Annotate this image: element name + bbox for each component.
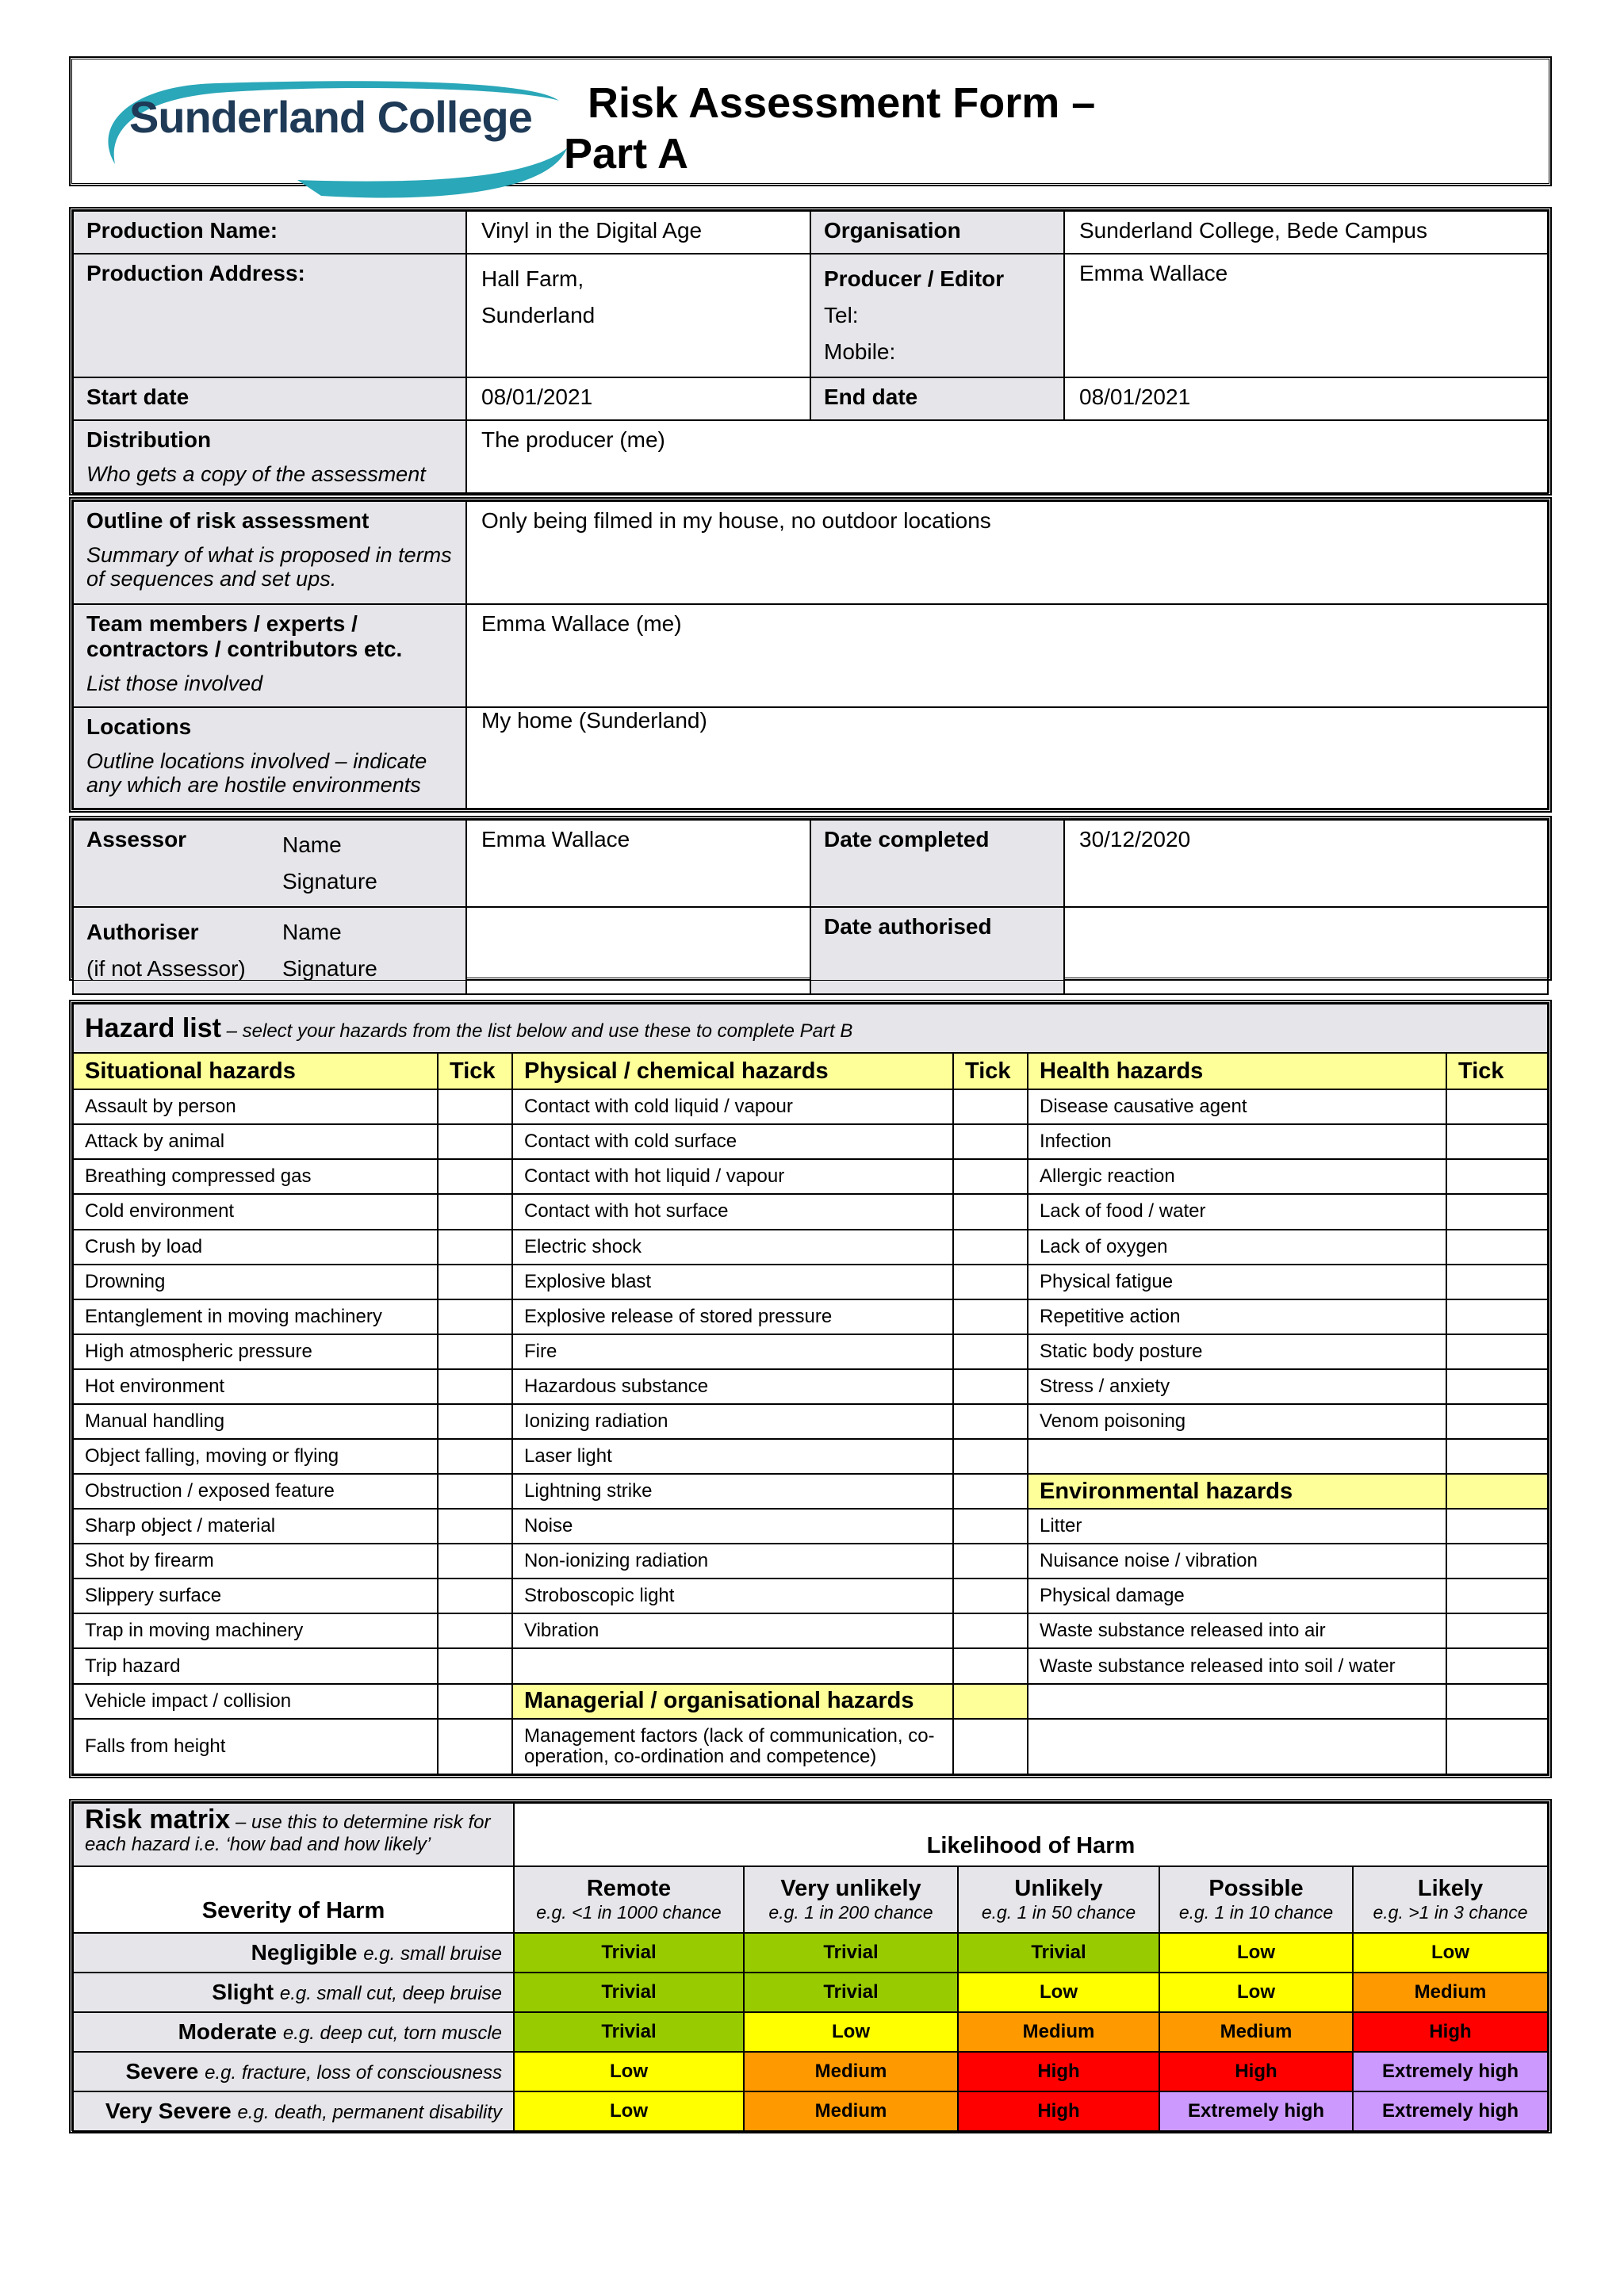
likelihood-example: e.g. >1 in 3 chance: [1373, 1902, 1528, 1923]
tick-header: Tick: [438, 1053, 512, 1089]
severity-name: Negligible: [251, 1940, 364, 1965]
hazard-list-title: Hazard list: [85, 1012, 221, 1043]
situational-tick-box[interactable]: [438, 1648, 512, 1683]
health-hazard-item: Allergic reaction: [1028, 1159, 1446, 1194]
start-date-value: 08/01/2021: [466, 377, 810, 420]
physical-tick-box[interactable]: [953, 1578, 1028, 1613]
situational-hazard-item: High atmospheric pressure: [73, 1334, 438, 1369]
health-hazard-item: Physical fatigue: [1028, 1265, 1446, 1299]
severity-name: Very Severe: [105, 2099, 238, 2123]
situational-hazard-item: Cold environment: [73, 1194, 438, 1229]
physical-hazard-item: Contact with cold surface: [512, 1124, 953, 1159]
tick-header: Tick: [953, 1053, 1028, 1089]
date-authorised-label: Date authorised: [810, 907, 1064, 994]
environmental-hazard-item: Litter: [1028, 1509, 1446, 1544]
situational-tick-box[interactable]: [438, 1299, 512, 1334]
end-date-value: 08/01/2021: [1064, 377, 1548, 420]
health-header: Health hazards: [1028, 1053, 1446, 1089]
environmental-hazard-empty: [1028, 1719, 1446, 1774]
situational-tick-box[interactable]: [438, 1159, 512, 1194]
likelihood-label: Likelihood of Harm: [514, 1803, 1548, 1866]
situational-tick-box[interactable]: [438, 1334, 512, 1369]
start-date-label: Start date: [73, 377, 466, 420]
physical-hazard-item: Fire: [512, 1334, 953, 1369]
locations-value: My home (Sunderland): [466, 707, 1548, 809]
situational-tick-box[interactable]: [438, 1439, 512, 1474]
risk-level-cell: Medium: [958, 2012, 1159, 2052]
situational-hazard-item: Shot by firearm: [73, 1544, 438, 1578]
environmental-hazard-item: Waste substance released into soil / water: [1028, 1648, 1446, 1683]
physical-tick-box[interactable]: [953, 1089, 1028, 1124]
end-date-label: End date: [810, 377, 1064, 420]
managerial-tick-header: [953, 1684, 1028, 1719]
risk-level-cell: Extremely high: [1353, 2091, 1548, 2131]
situational-hazard-item: Trip hazard: [73, 1648, 438, 1683]
severity-example: e.g. fracture, loss of consciousness: [205, 2062, 502, 2084]
health-hazard-item: Venom poisoning: [1028, 1404, 1446, 1439]
hazard-list-title-cell: [73, 1004, 1548, 1053]
severity-example: e.g. deep cut, torn muscle: [282, 2022, 502, 2044]
likelihood-example: e.g. <1 in 1000 chance: [536, 1902, 722, 1923]
physical-hazard-item: Hazardous substance: [512, 1369, 953, 1404]
likelihood-header: [1353, 1866, 1548, 1933]
situational-hazard-item: Crush by load: [73, 1230, 438, 1265]
physical-hazard-item: Stroboscopic light: [512, 1578, 953, 1613]
situational-tick-box[interactable]: [438, 1194, 512, 1229]
environmental-tick-empty: [1446, 1684, 1548, 1719]
severity-example: e.g. death, permanent disability: [237, 2102, 502, 2123]
situational-hazard-item: Trap in moving machinery: [73, 1613, 438, 1648]
production-name-value: Vinyl in the Digital Age: [466, 211, 810, 254]
physical-tick-box[interactable]: [953, 1369, 1028, 1404]
outline-label-cell: [73, 501, 466, 604]
outline-sublabel: Summary of what is proposed in terms of sequences and set ups.: [86, 543, 452, 591]
situational-header: Situational hazards: [73, 1053, 438, 1089]
physical-tick-box[interactable]: [953, 1194, 1028, 1229]
date-completed-label: Date completed: [810, 820, 1064, 907]
risk-level-cell: Trivial: [744, 1933, 958, 1973]
risk-level-cell: Extremely high: [1353, 2052, 1548, 2091]
outline-value: Only being filmed in my house, no outdoor locations: [466, 501, 1548, 604]
health-hazard-item: Repetitive action: [1028, 1299, 1446, 1334]
health-tick-box[interactable]: [1446, 1230, 1548, 1265]
authoriser-signature-label: Signature: [282, 956, 377, 981]
physical-tick-box[interactable]: [953, 1124, 1028, 1159]
hazard-list-subtitle: – select your hazards from the list below and use these to complete Part B: [226, 1020, 853, 1042]
health-hazard-item: Lack of oxygen: [1028, 1230, 1446, 1265]
authoriser-name-value: [466, 907, 810, 994]
situational-tick-box[interactable]: [438, 1089, 512, 1124]
physical-hazard-item: Noise: [512, 1509, 953, 1544]
severity-header: [73, 2052, 514, 2091]
likelihood-name: Unlikely: [1014, 1876, 1103, 1901]
environmental-hazard-item: Physical damage: [1028, 1578, 1446, 1613]
situational-hazard-item: Object falling, moving or flying: [73, 1439, 438, 1474]
risk-matrix-title-cell: [73, 1803, 514, 1866]
physical-hazard-item: Non-ionizing radiation: [512, 1544, 953, 1578]
health-hazard-empty: [1028, 1439, 1446, 1474]
severity-header: [73, 1973, 514, 2012]
health-tick-box[interactable]: [1446, 1265, 1548, 1299]
managerial-header: Managerial / organisational hazards: [512, 1684, 953, 1719]
locations-label: Locations: [86, 714, 192, 739]
likelihood-name: Very unlikely: [780, 1876, 921, 1901]
health-hazard-item: Lack of food / water: [1028, 1194, 1446, 1229]
tel-label: Tel:: [824, 303, 859, 327]
risk-level-cell: High: [1159, 2052, 1353, 2091]
situational-hazard-item: Assault by person: [73, 1089, 438, 1124]
situational-hazard-item: Drowning: [73, 1265, 438, 1299]
authoriser-label-cell: [73, 907, 270, 994]
environmental-header: Environmental hazards: [1028, 1474, 1446, 1509]
risk-level-cell: Extremely high: [1159, 2091, 1353, 2131]
hazard-list: [70, 1001, 1551, 1777]
address-line-1: Hall Farm,: [481, 266, 584, 291]
mobile-label: Mobile:: [824, 339, 896, 364]
producer-value: Emma Wallace: [1064, 254, 1548, 377]
physical-tick-box[interactable]: [953, 1230, 1028, 1265]
physical-tick-box[interactable]: [953, 1474, 1028, 1509]
health-tick-box[interactable]: [1446, 1299, 1548, 1334]
physical-hazard-item: Explosive release of stored pressure: [512, 1299, 953, 1334]
situational-hazard-item: Breathing compressed gas: [73, 1159, 438, 1194]
locations-label-cell: [73, 707, 466, 809]
organisation-label: Organisation: [810, 211, 1064, 254]
physical-hazard-item: Laser light: [512, 1439, 953, 1474]
date-authorised-value: [1064, 907, 1548, 994]
team-label: Team members / experts / contractors / contributors etc.: [86, 611, 403, 661]
tick-header: Tick: [1446, 1053, 1548, 1089]
severity-label: Severity of Harm: [73, 1866, 514, 1933]
physical-hazard-item: Contact with cold liquid / vapour: [512, 1089, 953, 1124]
environmental-hazard-empty: [1028, 1684, 1446, 1719]
physical-hazard-item: Explosive blast: [512, 1265, 953, 1299]
likelihood-header: [744, 1866, 958, 1933]
risk-level-cell: High: [958, 2052, 1159, 2091]
likelihood-name: Remote: [586, 1876, 672, 1901]
physical-hazard-item: Contact with hot surface: [512, 1194, 953, 1229]
physical-hazard-item: Vibration: [512, 1613, 953, 1648]
likelihood-example: e.g. 1 in 50 chance: [981, 1902, 1136, 1923]
risk-level-cell: Low: [744, 2012, 958, 2052]
physical-hazard-empty: [512, 1648, 953, 1683]
physical-hazard-item: Lightning strike: [512, 1474, 953, 1509]
risk-level-cell: Medium: [1159, 2012, 1353, 2052]
health-hazard-item: Infection: [1028, 1124, 1446, 1159]
producer-label: Producer / Editor: [824, 266, 1005, 291]
situational-hazard-item: Sharp object / material: [73, 1509, 438, 1544]
authoriser-sublabel: (if not Assessor): [86, 956, 246, 981]
situational-hazard-item: Hot environment: [73, 1369, 438, 1404]
situational-tick-box[interactable]: [438, 1124, 512, 1159]
physical-tick-box[interactable]: [953, 1439, 1028, 1474]
authoriser-label: Authoriser: [86, 920, 199, 944]
assessor-fields: [270, 820, 466, 907]
physical-tick-box[interactable]: [953, 1544, 1028, 1578]
physical-hazard-item: Contact with hot liquid / vapour: [512, 1159, 953, 1194]
form-header: [70, 57, 1551, 186]
physical-tick-box[interactable]: [953, 1334, 1028, 1369]
situational-tick-box[interactable]: [438, 1230, 512, 1265]
date-completed-value: 30/12/2020: [1064, 820, 1548, 907]
situational-tick-box[interactable]: [438, 1369, 512, 1404]
organisation-value: Sunderland College, Bede Campus: [1064, 211, 1548, 254]
severity-name: Slight: [212, 1980, 280, 2004]
severity-name: Severe: [125, 2059, 205, 2084]
risk-level-cell: Medium: [744, 2091, 958, 2131]
locations-sublabel: Outline locations involved – indicate any which are hostile environments: [86, 749, 427, 797]
outline-label: Outline of risk assessment: [86, 508, 370, 533]
health-tick-box[interactable]: [1446, 1089, 1548, 1124]
production-name-label: Production Name:: [73, 211, 466, 254]
page-title-part: Part A: [564, 130, 689, 178]
likelihood-header: [514, 1866, 744, 1933]
address-value: [466, 254, 810, 377]
risk-matrix-title: Risk matrix: [85, 1804, 231, 1835]
physical-tick-box[interactable]: [953, 1265, 1028, 1299]
health-tick-box[interactable]: [1446, 1404, 1548, 1439]
risk-level-cell: Trivial: [744, 1973, 958, 2012]
likelihood-header: [958, 1866, 1159, 1933]
risk-level-cell: Trivial: [514, 1973, 744, 2012]
environmental-hazard-item: Nuisance noise / vibration: [1028, 1544, 1446, 1578]
authoriser-fields: [270, 907, 466, 994]
risk-level-cell: High: [1353, 2012, 1548, 2052]
risk-level-cell: Trivial: [514, 2012, 744, 2052]
risk-level-cell: Low: [1159, 1973, 1353, 2012]
situational-hazard-item: Attack by animal: [73, 1124, 438, 1159]
environmental-tick-box[interactable]: [1446, 1509, 1548, 1544]
severity-header: [73, 1933, 514, 1973]
severity-example: e.g. small cut, deep bruise: [279, 1983, 502, 2004]
situational-tick-box[interactable]: [438, 1719, 512, 1774]
address-label: Production Address:: [73, 254, 466, 377]
health-hazard-item: Disease causative agent: [1028, 1089, 1446, 1124]
assessor-name-value: Emma Wallace: [466, 820, 810, 907]
environmental-tick-box[interactable]: [1446, 1544, 1548, 1578]
risk-level-cell: Medium: [1353, 1973, 1548, 2012]
health-hazard-item: Static body posture: [1028, 1334, 1446, 1369]
severity-header: [73, 2012, 514, 2052]
physical-header: Physical / chemical hazards: [512, 1053, 953, 1089]
situational-tick-box[interactable]: [438, 1474, 512, 1509]
situational-hazard-item: Obstruction / exposed feature: [73, 1474, 438, 1509]
likelihood-name: Likely: [1417, 1876, 1484, 1901]
health-tick-box[interactable]: [1446, 1194, 1548, 1229]
situational-tick-box[interactable]: [438, 1544, 512, 1578]
health-tick-box[interactable]: [1446, 1124, 1548, 1159]
health-tick-empty: [1446, 1439, 1548, 1474]
authoriser-name-label: Name: [282, 920, 342, 944]
situational-hazard-item: Entanglement in moving machinery: [73, 1299, 438, 1334]
environmental-tick-box[interactable]: [1446, 1613, 1548, 1648]
physical-hazard-item: Ionizing radiation: [512, 1404, 953, 1439]
environmental-tick-empty: [1446, 1719, 1548, 1774]
likelihood-name: Possible: [1208, 1876, 1304, 1901]
team-value: Emma Wallace (me): [466, 604, 1548, 707]
health-hazard-item: Stress / anxiety: [1028, 1369, 1446, 1404]
situational-tick-box[interactable]: [438, 1509, 512, 1544]
likelihood-example: e.g. 1 in 10 chance: [1178, 1902, 1334, 1923]
team-sublabel: List those involved: [86, 672, 263, 695]
environmental-tick-box[interactable]: [1446, 1578, 1548, 1613]
physical-tick-box[interactable]: [953, 1509, 1028, 1544]
environmental-tick-box[interactable]: [1446, 1648, 1548, 1683]
environmental-hazard-item: Waste substance released into air: [1028, 1613, 1446, 1648]
environmental-tick-header: [1446, 1474, 1548, 1509]
risk-matrix: [70, 1800, 1551, 2133]
distribution-label-cell: [73, 420, 466, 493]
managerial-tick-box[interactable]: [953, 1719, 1028, 1774]
assessor-label: Assessor: [73, 820, 270, 907]
situational-tick-box[interactable]: [438, 1613, 512, 1648]
situational-tick-box[interactable]: [438, 1578, 512, 1613]
risk-level-cell: High: [958, 2091, 1159, 2131]
page-title: Risk Assessment Form –: [588, 79, 1096, 127]
risk-matrix-subtitle: – use this to determine risk for each hazard i.e. ‘how bad and how likely’: [85, 1812, 491, 1855]
risk-level-cell: Trivial: [514, 1933, 744, 1973]
physical-tick-empty: [953, 1648, 1028, 1683]
physical-tick-box[interactable]: [953, 1159, 1028, 1194]
risk-level-cell: Low: [958, 1973, 1159, 2012]
outline-section: [70, 498, 1551, 812]
risk-level-cell: Trivial: [958, 1933, 1159, 1973]
production-details: [70, 208, 1551, 495]
risk-level-cell: Medium: [744, 2052, 958, 2091]
logo-text: Sunderland College: [129, 92, 532, 142]
situational-tick-box[interactable]: [438, 1265, 512, 1299]
health-tick-box[interactable]: [1446, 1369, 1548, 1404]
physical-tick-box[interactable]: [953, 1613, 1028, 1648]
severity-header: [73, 2091, 514, 2131]
situational-tick-box[interactable]: [438, 1684, 512, 1719]
severity-example: e.g. small bruise: [363, 1943, 502, 1965]
likelihood-header: [1159, 1866, 1353, 1933]
risk-level-cell: Low: [514, 2052, 744, 2091]
risk-level-cell: Low: [1159, 1933, 1353, 1973]
physical-tick-box[interactable]: [953, 1404, 1028, 1439]
physical-hazard-item: Electric shock: [512, 1230, 953, 1265]
physical-tick-box[interactable]: [953, 1299, 1028, 1334]
managerial-hazard-item: Management factors (lack of communication, co-operation, co-ordination and competence): [512, 1719, 953, 1774]
situational-hazard-item: Manual handling: [73, 1404, 438, 1439]
team-label-cell: [73, 604, 466, 707]
assessor-signature-label: Signature: [282, 869, 377, 894]
health-tick-box[interactable]: [1446, 1334, 1548, 1369]
likelihood-example: e.g. 1 in 200 chance: [768, 1902, 933, 1923]
producer-label-cell: [810, 254, 1064, 377]
situational-hazard-item: Vehicle impact / collision: [73, 1684, 438, 1719]
risk-level-cell: Low: [514, 2091, 744, 2131]
distribution-sublabel: Who gets a copy of the assessment: [86, 462, 426, 486]
assessor-section: [70, 817, 1551, 980]
situational-hazard-item: Falls from height: [73, 1719, 438, 1774]
risk-level-cell: Low: [1353, 1933, 1548, 1973]
assessor-name-label: Name: [282, 832, 342, 857]
distribution-value: The producer (me): [466, 420, 1548, 493]
address-line-2: Sunderland: [481, 303, 596, 327]
severity-name: Moderate: [178, 2019, 283, 2044]
situational-hazard-item: Slippery surface: [73, 1578, 438, 1613]
distribution-label: Distribution: [86, 427, 212, 452]
situational-tick-box[interactable]: [438, 1404, 512, 1439]
health-tick-box[interactable]: [1446, 1159, 1548, 1194]
